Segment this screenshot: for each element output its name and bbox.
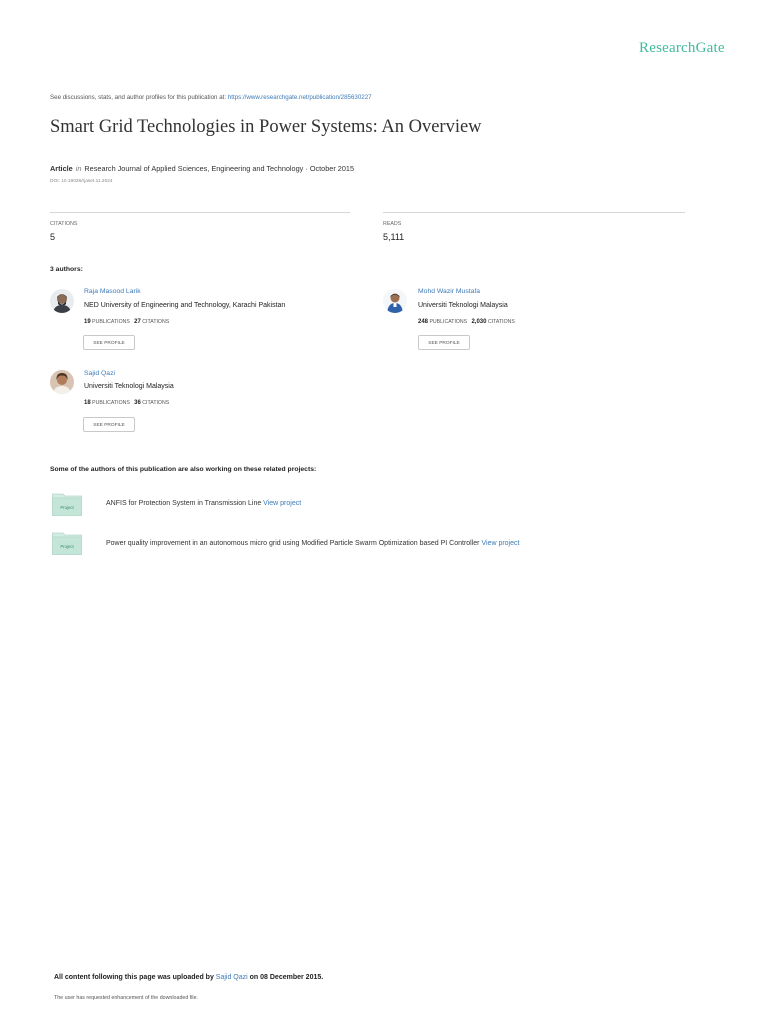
author-affiliation-2: Universiti Teknologi Malaysia (418, 302, 508, 309)
author-stats-2 (418, 319, 515, 325)
related-projects-heading: Some of the authors of this publication are also working on these related projects: (50, 466, 317, 473)
author-publications-3: 18 (84, 400, 91, 406)
project-title-2: Power quality improvement in an autonomous micro grid using Modified Particle Swarm Optimization based PI Controller (106, 540, 482, 547)
author-stats-1 (84, 319, 169, 325)
see-profile-button-1[interactable]: SEE PROFILE (83, 335, 135, 350)
folder-label: Project (60, 505, 74, 510)
citations-label: CITATIONS (142, 400, 170, 406)
author-name-3[interactable]: Sajid Qazi (84, 370, 115, 377)
in-word: in (75, 164, 82, 173)
uploaded-by-line (54, 974, 323, 981)
author-affiliation-1: NED University of Engineering and Technology, Karachi Pakistan (84, 302, 286, 309)
project-folder-icon[interactable] (52, 531, 82, 555)
author-avatar-2[interactable] (383, 289, 407, 313)
publications-label: PUBLICATIONS (92, 319, 130, 325)
doi: DOI: 10.19026/rjaset.11.2024 (50, 179, 113, 184)
author-citations-2: 2,030 (471, 319, 487, 325)
see-profile-button-2[interactable]: SEE PROFILE (418, 335, 470, 350)
author-affiliation-3: Universiti Teknologi Malaysia (84, 383, 174, 390)
folder-label: Project (60, 544, 74, 549)
publication-url-link[interactable]: https://www.researchgate.net/publication/285630227 (227, 94, 372, 101)
avatar-photo (50, 289, 74, 313)
avatar-photo (383, 289, 407, 313)
discussion-prefix: See discussions, stats, and author profiles for this publication at: (50, 94, 228, 101)
author-citations-1: 27 (134, 319, 141, 325)
project-title-1: ANFIS for Protection System in Transmission Line (106, 500, 264, 507)
author-publications-2: 248 (418, 319, 429, 325)
publications-label: PUBLICATIONS (429, 319, 468, 325)
article-title: Smart Grid Technologies in Power Systems: An Overview (50, 117, 482, 137)
journal-name: Research Journal of Applied Sciences, Engineering and Technology (84, 164, 304, 173)
citations-divider (50, 212, 350, 213)
uploaded-suffix: on 08 December 2015. (247, 974, 324, 981)
see-profile-button-3[interactable]: SEE PROFILE (83, 417, 135, 432)
citations-label: CITATIONS (142, 319, 170, 325)
avatar-photo (50, 370, 74, 394)
article-meta (50, 164, 354, 173)
folder-shape (52, 492, 82, 516)
uploaded-prefix: All content following this page was uploaded by (54, 974, 216, 981)
reads-value: 5,111 (383, 232, 405, 242)
authors-heading: 3 authors: (50, 266, 83, 273)
citations-label: CITATIONS (50, 221, 78, 227)
author-name-2[interactable]: Mohd Wazir Mustafa (418, 288, 481, 295)
folder-shape (52, 531, 82, 555)
project-folder-icon[interactable] (52, 492, 82, 516)
citations-value: 5 (50, 232, 56, 242)
publications-label: PUBLICATIONS (92, 400, 130, 406)
author-name-1[interactable]: Raja Masood Larik (84, 288, 141, 295)
enhancement-note: The user has requested enhancement of the downloaded file. (54, 995, 198, 1001)
view-project-link-1[interactable]: View project (263, 500, 302, 507)
citations-label: CITATIONS (487, 319, 515, 325)
project-item-1 (106, 500, 301, 507)
article-type: Article (50, 164, 73, 173)
view-project-link-2[interactable]: View project (481, 540, 520, 547)
author-citations-3: 36 (134, 400, 141, 406)
publication-date: · October 2015 (303, 164, 355, 173)
researchgate-logo[interactable]: ResearchGate (639, 40, 725, 56)
discussion-line (50, 94, 372, 101)
reads-divider (383, 212, 685, 213)
author-stats-3 (84, 400, 169, 406)
uploader-link[interactable]: Sajid Qazi (215, 974, 248, 981)
author-avatar-3[interactable] (50, 370, 74, 394)
project-item-2 (106, 540, 519, 547)
author-publications-1: 19 (84, 319, 91, 325)
reads-label: READS (383, 221, 402, 227)
author-avatar-1[interactable] (50, 289, 74, 313)
